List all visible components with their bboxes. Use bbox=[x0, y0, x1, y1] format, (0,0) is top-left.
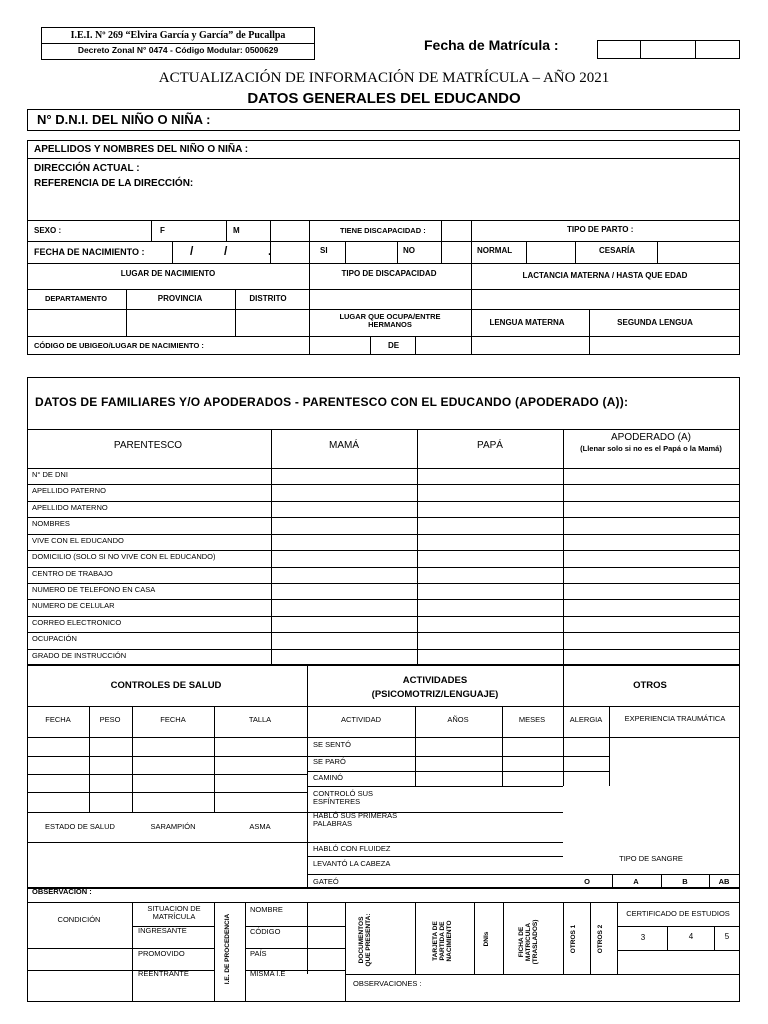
blood-type-label: TIPO DE SANGRE bbox=[619, 854, 683, 863]
activity-row: CAMINÓ bbox=[313, 773, 343, 782]
divider bbox=[151, 220, 152, 242]
condition-label: CONDICIÓN bbox=[57, 915, 101, 924]
form-title: ACTUALIZACIÓN DE INFORMACIÓN DE MATRÍCULA – AÑO 2021 bbox=[158, 70, 610, 86]
divider bbox=[27, 842, 307, 843]
others-label: OTROS bbox=[633, 680, 667, 691]
divider bbox=[27, 567, 740, 568]
divider bbox=[345, 902, 346, 1002]
col-apoderado: APODERADO (A) bbox=[610, 432, 692, 443]
divider bbox=[27, 812, 307, 813]
sex-label: SEXO : bbox=[34, 226, 62, 235]
ubigeo-label: CÓDIGO DE UBIGEO/LUGAR DE NACIMIENTO : bbox=[34, 341, 204, 350]
divider bbox=[27, 970, 132, 971]
divider bbox=[27, 632, 740, 633]
disability-yes: SI bbox=[320, 246, 328, 255]
others2-label: OTROS 2 bbox=[597, 924, 604, 954]
enrollment-date-field[interactable] bbox=[597, 40, 740, 59]
family-row-label: N° DE DNI bbox=[32, 470, 68, 479]
divider bbox=[235, 289, 236, 336]
blood-o: O bbox=[584, 877, 590, 886]
form-subtitle: DATOS GENERALES DEL EDUCANDO bbox=[247, 90, 521, 107]
birth-date-dot: . bbox=[268, 244, 272, 258]
divider bbox=[172, 241, 173, 263]
birth-cesarea: CESARÍA bbox=[599, 246, 636, 255]
divider bbox=[415, 902, 416, 974]
divider bbox=[709, 874, 710, 888]
divider bbox=[245, 902, 246, 1002]
divider bbox=[214, 706, 215, 812]
district-label: DISTRITO bbox=[249, 294, 287, 303]
origin-country-label: PAÍS bbox=[250, 949, 267, 958]
certificate-4: 4 bbox=[688, 932, 694, 941]
family-row-label: APELLIDO PATERNO bbox=[32, 486, 106, 496]
fecha-header: FECHA bbox=[45, 715, 71, 724]
divider bbox=[617, 950, 740, 951]
family-row-label: CENTRO DE TRABAJO bbox=[32, 568, 113, 578]
divider bbox=[415, 336, 416, 355]
divider bbox=[27, 429, 740, 430]
divider bbox=[27, 550, 740, 551]
disability-label: TIENE DISCAPACIDAD : bbox=[340, 226, 426, 235]
divider bbox=[27, 484, 740, 485]
divider bbox=[27, 792, 307, 793]
family-row-label: GRADO DE INSTRUCCIÓN bbox=[32, 650, 127, 660]
experiencia-header: EXPERIENCIA TRAUMÁTICA bbox=[624, 714, 726, 723]
divider bbox=[307, 856, 563, 857]
divider bbox=[502, 706, 503, 786]
divider bbox=[27, 263, 740, 264]
family-title: DATOS DE FAMILIARES Y/O APODERADOS - PARENTESCO CON EL EDUCANDO (APODERADO (A)): bbox=[35, 395, 629, 409]
divider bbox=[132, 706, 133, 812]
col-mama: MAMÁ bbox=[329, 440, 359, 451]
divider bbox=[657, 241, 658, 263]
birth-date-label: FECHA DE NACIMIENTO : bbox=[34, 247, 145, 257]
divider bbox=[27, 534, 740, 535]
divider bbox=[589, 309, 590, 355]
second-tongue-label: SEGUNDA LENGUA bbox=[617, 318, 693, 327]
breastfeeding-label: LACTANCIA MATERNA / HASTA QUE EDAD bbox=[522, 271, 688, 280]
divider bbox=[563, 429, 564, 665]
divider bbox=[370, 336, 371, 355]
divider bbox=[41, 43, 315, 44]
origin-school-label: I.E. DE PROCEDENCIA bbox=[224, 913, 231, 985]
birth-place-label: LUGAR DE NACIMIENTO bbox=[120, 269, 216, 278]
school-decree: Decreto Zonal N° 0474 - Código Modular: 0500629 bbox=[77, 45, 279, 55]
divider bbox=[27, 501, 740, 502]
divider bbox=[307, 786, 563, 787]
col-apoderado-note: (Llenar solo si no es el Papá o la Mamá) bbox=[580, 444, 722, 453]
department-label: DEPARTAMENTO bbox=[44, 294, 108, 303]
divider bbox=[714, 926, 715, 950]
activity-row: HABLÓ SUS PRIMERAS PALABRAS bbox=[313, 811, 398, 829]
fecha-header: FECHA bbox=[160, 715, 186, 724]
divider bbox=[27, 706, 740, 707]
divider bbox=[309, 220, 310, 355]
divider bbox=[503, 902, 504, 974]
divider bbox=[617, 926, 740, 927]
birth-normal: NORMAL bbox=[477, 246, 513, 255]
certificate-5: 5 bbox=[724, 932, 730, 941]
divider bbox=[226, 220, 227, 242]
divider bbox=[307, 874, 740, 875]
divider bbox=[27, 737, 740, 738]
family-table bbox=[27, 377, 740, 665]
divider bbox=[27, 289, 740, 290]
blood-b: B bbox=[682, 877, 688, 886]
origin-name-label: NOMBRE bbox=[250, 905, 283, 914]
sex-m-label: M bbox=[233, 226, 240, 235]
divider bbox=[563, 665, 564, 706]
sibling-of-label: DE bbox=[388, 341, 400, 350]
divider bbox=[661, 874, 662, 888]
divider bbox=[27, 583, 740, 584]
divider bbox=[471, 220, 472, 355]
mother-tongue-label: LENGUA MATERNA bbox=[489, 318, 565, 327]
documents-label: DOCUMENTOS QUE PRESENTA: bbox=[358, 913, 372, 967]
observations-label: OBSERVACIONES : bbox=[353, 979, 422, 988]
actividad-header: ACTIVIDAD bbox=[340, 715, 382, 724]
health-controls-label: CONTROLES DE SALUD bbox=[110, 680, 222, 691]
health-status-label: ESTADO DE SALUD bbox=[45, 822, 115, 831]
blood-ab: AB bbox=[718, 877, 730, 886]
divider bbox=[27, 336, 740, 337]
divider bbox=[27, 774, 307, 775]
family-row-label: CORREO ELECTRONICO bbox=[32, 617, 122, 627]
family-row-label: NUMERO DE CELULAR bbox=[32, 601, 115, 611]
observation-label: OBSERVACIÓN : bbox=[32, 887, 92, 896]
divider bbox=[667, 926, 668, 950]
divider bbox=[590, 902, 591, 974]
divider bbox=[27, 902, 740, 903]
divider bbox=[89, 706, 90, 812]
activity-row: SE SENTÓ bbox=[313, 740, 351, 749]
divider bbox=[27, 158, 740, 159]
measles-label: SARAMPIÓN bbox=[150, 822, 196, 831]
divider bbox=[307, 771, 609, 772]
divider bbox=[617, 902, 618, 974]
divider bbox=[415, 706, 416, 786]
divider bbox=[27, 309, 740, 310]
birth-date-slash: / bbox=[190, 244, 194, 258]
address-field[interactable]: DIRECCIÓN ACTUAL : bbox=[34, 163, 140, 174]
talla-header: TALLA bbox=[248, 715, 272, 724]
family-row-label: OCUPACIÓN bbox=[32, 634, 77, 644]
sibling-place-label: LUGAR QUE OCUPA/ENTRE HERMANOS bbox=[339, 312, 441, 330]
activity-row: CONTROLÓ SUS ESFÍNTERES bbox=[313, 789, 374, 807]
divider bbox=[612, 874, 613, 888]
activity-row: SE PARÓ bbox=[313, 757, 346, 766]
divider bbox=[27, 599, 740, 600]
col-papa: PAPÁ bbox=[477, 440, 503, 451]
family-row-label: NOMBRES bbox=[32, 519, 70, 529]
family-row-label: APELLIDO MATERNO bbox=[32, 502, 108, 512]
divider bbox=[417, 429, 418, 665]
divider bbox=[27, 616, 740, 617]
others1-label: OTROS 1 bbox=[570, 924, 577, 954]
divider bbox=[27, 220, 740, 221]
certificate-3: 3 bbox=[640, 933, 646, 942]
peso-header: PESO bbox=[99, 715, 121, 724]
divider bbox=[271, 429, 272, 665]
birth-date-slash: / bbox=[224, 244, 228, 258]
status-promovido: PROMOVIDO bbox=[138, 949, 185, 958]
divider bbox=[397, 241, 398, 263]
meses-header: MESES bbox=[518, 715, 546, 724]
divider bbox=[307, 756, 609, 757]
divider bbox=[132, 902, 133, 1002]
status-ingresante: INGRESANTE bbox=[138, 926, 187, 935]
divider bbox=[695, 40, 696, 59]
divider bbox=[575, 241, 576, 263]
divider bbox=[307, 842, 563, 843]
origin-code-label: CÓDIGO bbox=[250, 927, 281, 936]
divider bbox=[27, 948, 132, 949]
divider bbox=[640, 40, 641, 59]
activity-row: HABLÓ CON FLUIDEZ bbox=[313, 844, 391, 853]
blood-a: A bbox=[633, 877, 639, 886]
school-name: I.E.I. Nº 269 “Elvira García y García” de Pucallpa bbox=[70, 30, 286, 41]
activity-row: LEVANTÓ LA CABEZA bbox=[313, 859, 391, 868]
family-row-label: VIVE CON EL EDUCANDO bbox=[32, 535, 124, 545]
same-school-label: MISMA I.E bbox=[250, 969, 286, 978]
activities-sub-label: (PSICOMOTRIZ/LENGUAJE) bbox=[371, 689, 499, 700]
divider bbox=[474, 902, 475, 974]
enrollment-status-label: SITUACION DE MATRÍCULA bbox=[147, 904, 201, 922]
family-row-label: NUMERO DE TELEFONO EN CASA bbox=[32, 584, 156, 594]
birth-certificate-label: TARJETA DE PARTIDA DE NACIMIENTO bbox=[432, 920, 453, 962]
alergia-header: ALERGIA bbox=[569, 715, 603, 724]
divider bbox=[307, 902, 308, 974]
divider bbox=[27, 756, 307, 757]
divider bbox=[441, 220, 442, 263]
divider bbox=[526, 241, 527, 263]
birth-type-label: TIPO DE PARTO : bbox=[567, 225, 634, 234]
asthma-label: ASMA bbox=[249, 822, 271, 831]
disability-no: NO bbox=[403, 246, 415, 255]
divider bbox=[126, 289, 127, 336]
disability-type-label: TIPO DE DISCAPACIDAD bbox=[341, 269, 437, 278]
divider bbox=[563, 706, 564, 786]
col-parentesco: PARENTESCO bbox=[113, 440, 183, 451]
names-field[interactable]: APELLIDOS Y NOMBRES DEL NIÑO O NIÑA : bbox=[34, 144, 249, 155]
divider bbox=[307, 665, 308, 888]
divider bbox=[563, 902, 564, 974]
province-label: PROVINCIA bbox=[157, 294, 203, 303]
anios-header: AÑOS bbox=[447, 715, 469, 724]
divider bbox=[27, 241, 740, 242]
divider bbox=[27, 517, 740, 518]
dni-docs-label: DNIs bbox=[483, 931, 490, 947]
divider bbox=[27, 649, 740, 650]
divider bbox=[214, 902, 215, 1002]
dni-label: N° D.N.I. DEL NIÑO O NIÑA : bbox=[37, 112, 211, 127]
enrollment-form-label: FICHA DE MATRICULA (TRASLADOS) bbox=[518, 919, 539, 965]
status-reentrante: REENTRANTE bbox=[138, 969, 189, 978]
divider bbox=[27, 468, 740, 469]
divider bbox=[609, 706, 610, 786]
family-row-label: DOMICILIO (SOLO SI NO VIVE CON EL EDUCANDO) bbox=[32, 552, 216, 562]
sex-f-label: F bbox=[160, 226, 165, 235]
certificate-label: CERTIFICADO DE ESTUDIOS bbox=[626, 909, 730, 918]
activities-label: ACTIVIDADES bbox=[402, 675, 468, 686]
divider bbox=[345, 241, 346, 263]
reference-field[interactable]: REFERENCIA DE LA DIRECCIÓN: bbox=[34, 178, 194, 189]
enrollment-date-label: Fecha de Matrícula : bbox=[424, 37, 559, 53]
activity-row: GATEÓ bbox=[313, 877, 339, 886]
